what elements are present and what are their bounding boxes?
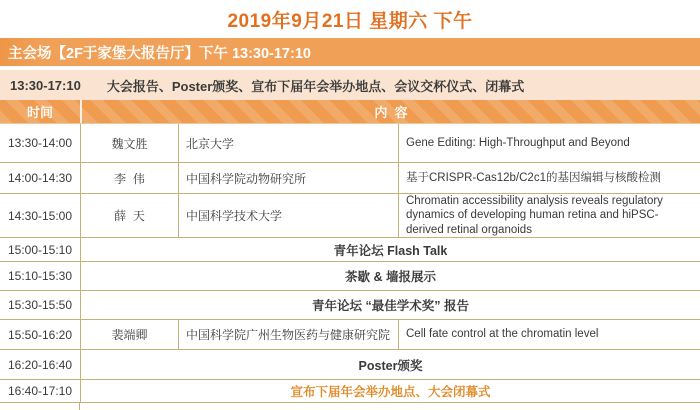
cell-speaker: 魏文胜 [80, 124, 178, 162]
header-time: 时间 [26, 105, 53, 120]
table-row-merged [0, 238, 700, 262]
session-banner [0, 38, 700, 66]
cell-time: 16:40-17:10 [7, 384, 73, 398]
table-row-merged [0, 350, 700, 380]
cell-talk-title: Cell fate control at the chromatin level [398, 320, 700, 349]
cell-speaker: 薛 天 [80, 194, 178, 237]
schedule-table [0, 100, 700, 403]
cell-time: 15:10-15:30 [7, 269, 73, 283]
partial-time-cell [0, 403, 80, 410]
cell-affiliation: 中国科学技术大学 [178, 194, 398, 237]
session-summary-row [0, 70, 700, 100]
cell-time: 15:50-16:20 [7, 327, 73, 342]
cell-event: 青年论坛 “最佳学术奖” 报告 [80, 291, 700, 319]
table-row-closing [0, 380, 700, 403]
cell-speaker: 李 伟 [80, 163, 178, 193]
table-row-merged [0, 291, 700, 320]
cell-event: Poster颁奖 [80, 350, 700, 379]
cell-time: 15:30-15:50 [7, 298, 73, 312]
partial-next-row [0, 403, 700, 410]
cell-event: 青年论坛 Flash Talk [80, 238, 700, 261]
table-row [0, 124, 700, 163]
session-banner-label: 主会场【2F于家堡大报告厅】下午 13:30-17:10 [8, 45, 311, 62]
cell-time: 15:00-15:10 [7, 242, 73, 257]
table-row [0, 320, 700, 350]
cell-affiliation: 中国科学院广州生物医药与健康研究院 [178, 320, 398, 349]
table-row [0, 194, 700, 238]
cell-affiliation: 北京大学 [178, 124, 398, 162]
cell-time: 14:00-14:30 [7, 171, 73, 185]
summary-content: 大会报告、Poster颁奖、宣布下届年会举办地点、会议交杯仪式、闭幕式 [106, 78, 525, 94]
cell-talk-title: Chromatin accessibility analysis reveals regulatory dynamics of developing human retina and hiPSC-derived retinal organoids [398, 194, 700, 237]
table-row [0, 163, 700, 194]
cell-time: 13:30-14:00 [7, 136, 73, 150]
cell-time: 16:20-16:40 [7, 357, 73, 372]
summary-time: 13:30-17:10 [10, 77, 81, 93]
page-title: 2019年9月21日 星期六 下午 [227, 10, 473, 32]
cell-talk-title: 基于CRISPR-Cas12b/C2c1的基因编辑与核酸检测 [398, 163, 700, 193]
cell-affiliation: 中国科学院动物研究所 [178, 163, 398, 193]
header-content: 内 容 [80, 100, 700, 123]
table-header-row [0, 100, 700, 124]
cell-speaker: 裴端卿 [80, 320, 178, 349]
cell-talk-title: Gene Editing: High-Throughput and Beyond [398, 124, 700, 162]
table-row-merged [0, 262, 700, 291]
cell-event: 茶歇 & 墙报展示 [80, 262, 700, 290]
cell-event: 宣布下届年会举办地点、大会闭幕式 [80, 380, 700, 402]
cell-time: 14:30-15:00 [7, 208, 73, 223]
